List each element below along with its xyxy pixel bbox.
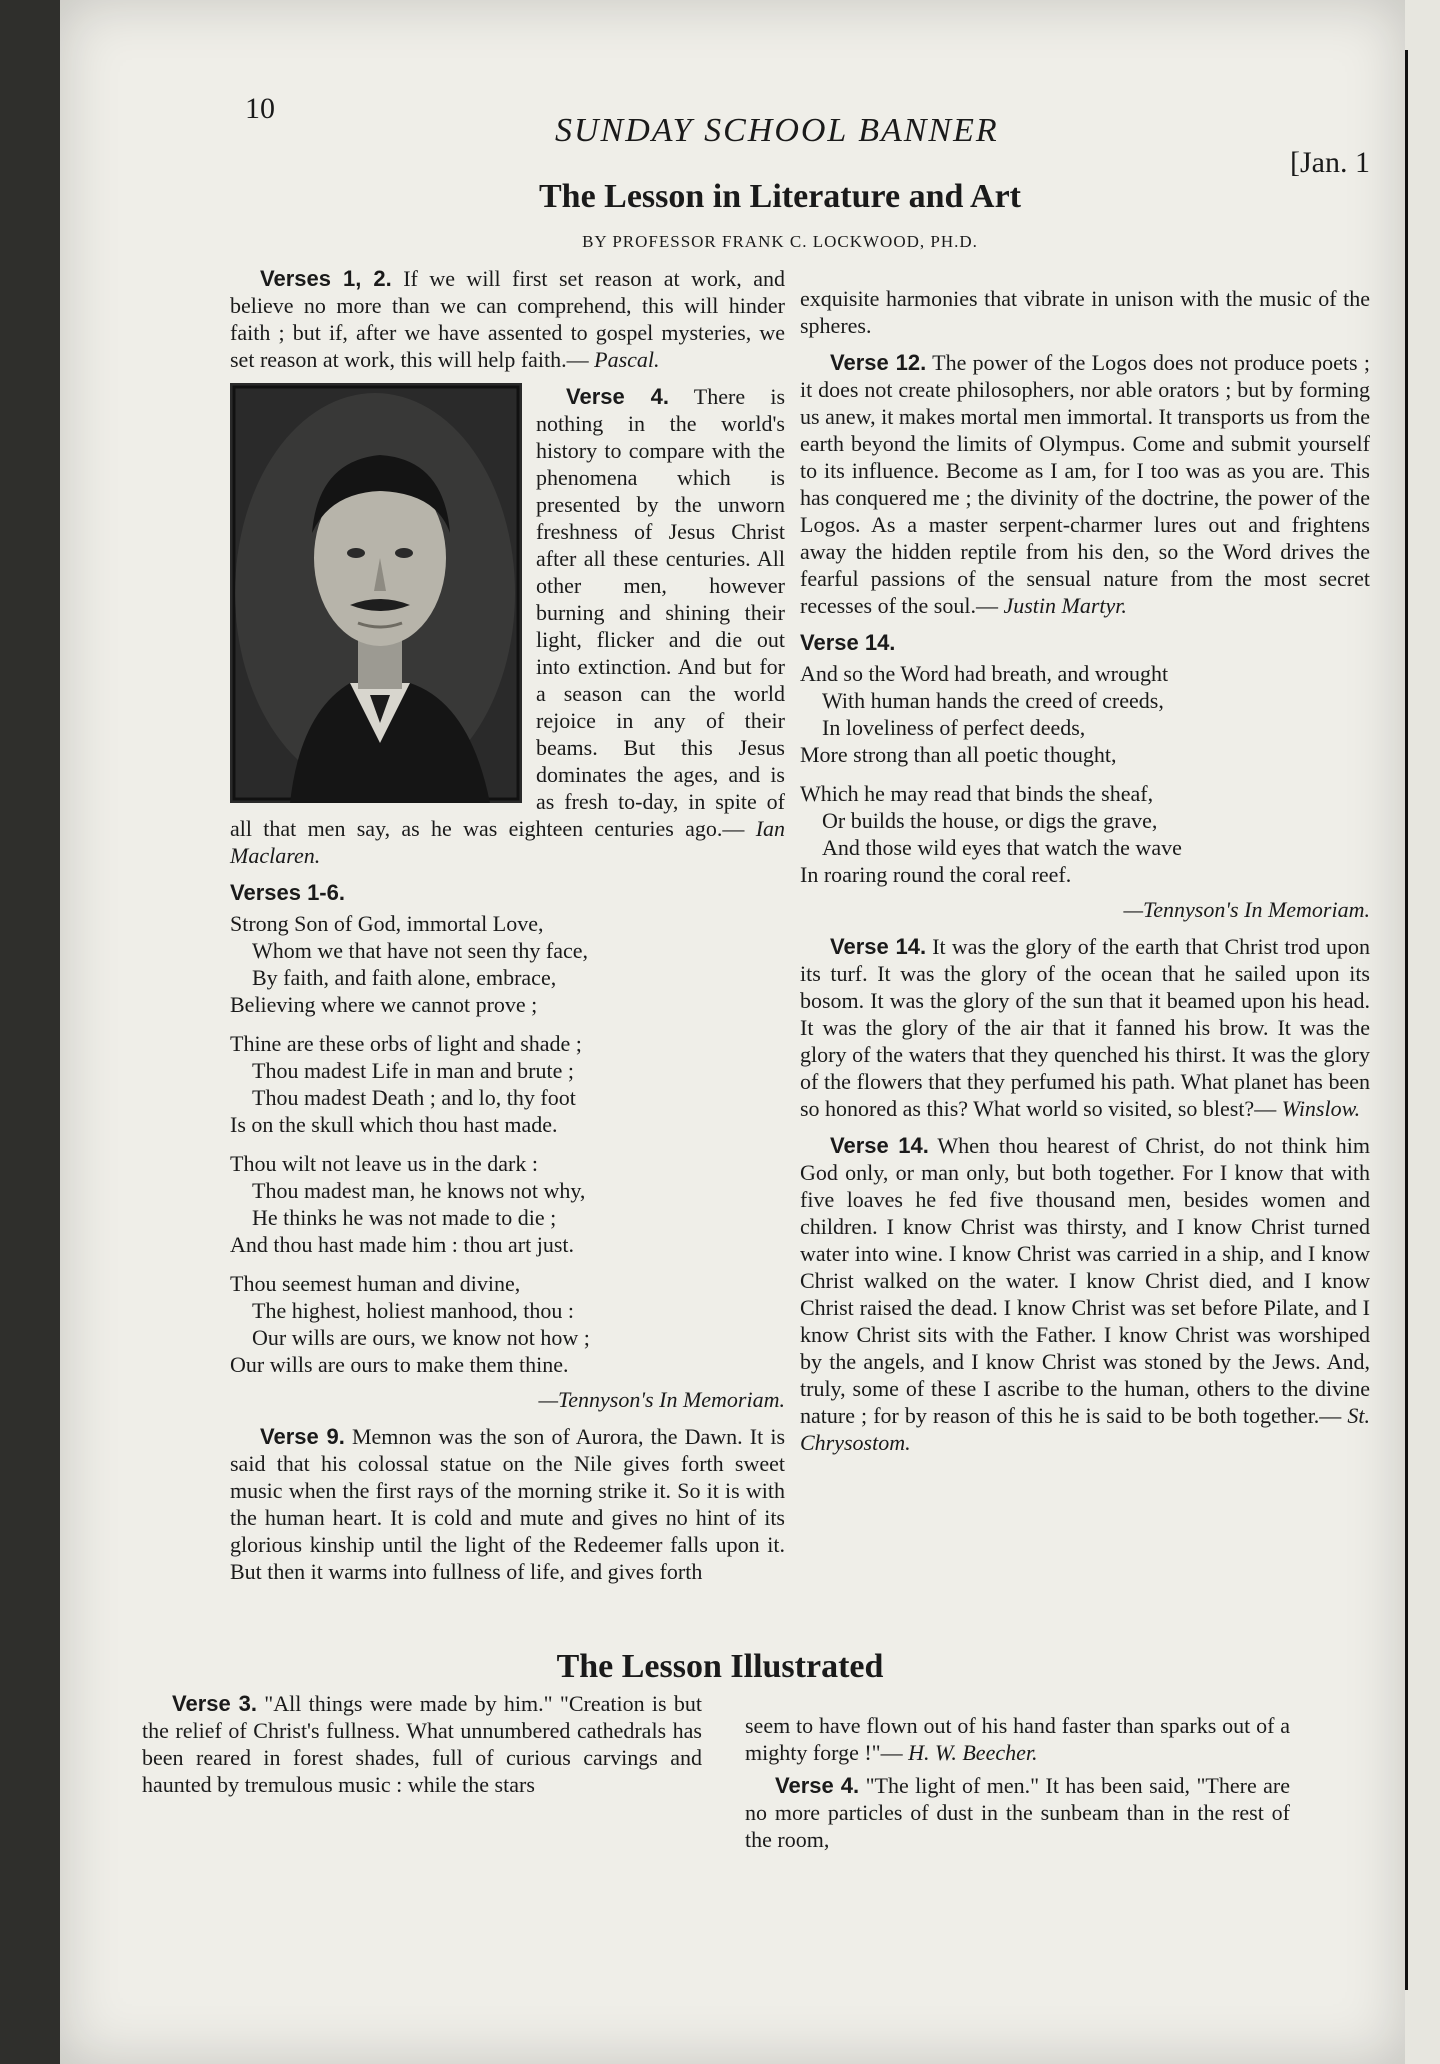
verse-3-continuation (745, 1712, 1290, 1766)
verse-14a-paragraph (800, 933, 1370, 1122)
stanza (230, 1270, 785, 1378)
poem-line: In loveliness of perfect deeds, (822, 715, 1086, 740)
poem-citation: —Tennyson's In Memoriam. (1123, 897, 1370, 922)
poem-in-memoriam-1 (230, 910, 785, 1378)
stanza (230, 1150, 785, 1258)
poem-line: Is on the skull which thou hast made. (230, 1112, 558, 1137)
verse-3-paragraph (142, 1690, 702, 1798)
poem-line: Thou madest Life in man and brute ; (252, 1058, 574, 1083)
literature-right-column (800, 285, 1370, 1466)
poem-line: More strong than all poetic thought, (800, 742, 1117, 767)
poem-line: The highest, holiest manhood, thou : (252, 1298, 575, 1323)
running-title: SUNDAY SCHOOL BANNER (555, 112, 999, 149)
verse-4-illustrated-paragraph (745, 1772, 1290, 1853)
poem-line: With human hands the creed of creeds, (822, 688, 1164, 713)
poem-line: Believing where we cannot prove ; (230, 992, 538, 1017)
verse-lead: Verse 12. (830, 350, 927, 375)
poem-line: Strong Son of God, immortal Love, (230, 911, 544, 936)
verse-text: If we will first set reason at work, and believe no more than we can comprehend, this will hinder faith ; but if, after we have assented to gospel mysteries, we set reason at work, this will help faith.— (230, 266, 785, 372)
verses-1-2-paragraph (230, 265, 785, 373)
poem-line: Which he may read that binds the sheaf, (800, 781, 1154, 806)
verse-lead: Verse 14. (830, 934, 927, 959)
poem-line: And so the Word had breath, and wrought (800, 661, 1169, 686)
page-number: 10 (245, 92, 275, 125)
verse-12-paragraph (800, 349, 1370, 619)
poem-line: Thine are these orbs of light and shade ; (230, 1031, 582, 1056)
literature-heading: The Lesson in Literature and Art (538, 178, 1021, 215)
poem-citation: —Tennyson's In Memoriam. (538, 1387, 785, 1412)
portrait-figure (230, 383, 522, 803)
poem-line: By faith, and faith alone, embrace, (252, 965, 557, 990)
poem-line: Thou madest man, he knows not why, (252, 1178, 586, 1203)
verse-14-label: Verse 14. (800, 630, 896, 655)
verse-9-continuation: exquisite harmonies that vibrate in unison with the music of the spheres. (800, 286, 1370, 338)
poem-line: He thinks he was not made to die ; (252, 1205, 557, 1230)
poem-line: Thou wilt not leave us in the dark : (230, 1151, 538, 1176)
verse-lead: Verse 4. (775, 1773, 860, 1798)
verse-lead: Verse 3. (172, 1691, 257, 1716)
page-gutter-line (1405, 50, 1408, 1990)
stanza (800, 780, 1370, 888)
citation: Justin Martyr. (1003, 593, 1127, 618)
citation: Ian Maclaren. (230, 816, 786, 868)
verse-lead: Verses 1, 2. (260, 266, 392, 291)
poem-line: And thou hast made him : thou art just. (230, 1232, 575, 1257)
stanza (800, 660, 1370, 768)
portrait-photo-icon (230, 383, 522, 803)
poem-line: Thou madest Death ; and lo, thy foot (252, 1085, 576, 1110)
poem-line: Thou seemest human and divine, (230, 1271, 521, 1296)
verse-14b-paragraph (800, 1132, 1370, 1456)
verse-text: There is nothing in the world's history to compare with the phenomena which is presented by the unworn freshness of Jesus Christ after all these centuries. All other men, however burning and shining their light, flicker and die out into extinction. And but for a season can the world rejoice in any of their beams. But this Jesus dominates the ages, and is as fresh to-day, in spite of all that men say, as he was eighteen centuries ago.— (230, 384, 786, 841)
verse-text: "The light of men." It has been said, "There are no more particles of dust in the sunbeam than in the rest of the room, (745, 1773, 1291, 1852)
verse-lead: Verse 9. (260, 1424, 345, 1449)
stanza (230, 1030, 785, 1138)
byline: BY PROFESSOR FRANK C. LOCKWOOD, PH.D. (582, 232, 978, 251)
illustrated-left-column (142, 1690, 702, 1808)
poem-line: Whom we that have not seen thy face, (252, 938, 588, 963)
verse-lead: Verse 4. (566, 384, 669, 409)
poem-line: In roaring round the coral reef. (800, 862, 1072, 887)
citation: St. Chrysostom. (800, 1403, 1370, 1455)
stanza (230, 910, 785, 1018)
citation: Pascal. (594, 347, 660, 372)
poem-line: Our wills are ours to make them thine. (230, 1352, 569, 1377)
verse-text: seem to have flown out of his hand faster than sparks out of a mighty forge !"— (745, 1713, 1290, 1765)
adjacent-page-edge (1405, 0, 1440, 2064)
literature-left-column (230, 265, 785, 1595)
verses-1-6-label: Verses 1-6. (230, 880, 345, 905)
illustrated-right-column (745, 1712, 1290, 1863)
verse-text: The power of the Logos does not produce poets ; it does not create philosophers, nor able orators ; but by forming us anew, it makes mortal men immortal. It transports us from the earth beyond the limits of Olympus. Come and submit yourself to its influence. Become as I am, for I too was as you are. This has conquered me ; the divinity of the doctrine, the power of the Logos. As a master serpent-charmer lures out and frightens away the hidden reptile from his den, so the Word drives the fearful passions of the sensual nature from the most secret recesses of the soul.— (800, 350, 1370, 618)
verse-text: When thou hearest of Christ, do not think him God only, or man only, but both together. For I know that with five loaves he fed five thousand men, besides women and children. I know Christ was thirsty, and I know Christ turned water into wine. I know Christ was carried in a ship, and I know Christ walked on the water. I know Christ died, and I know Christ raised the dead. I know Christ was set before Pilate, and I know Christ sits with the Father. I know Christ was worshiped by the angels, and I know Christ was stoned by the Jews. And, truly, some of these I ascribe to the human, others to the divine nature ; for by reason of this he is said to be both together.— (800, 1133, 1370, 1428)
verse-9-paragraph (230, 1423, 785, 1585)
verse-text: It was the glory of the earth that Christ trod upon its turf. It was the glory of the ocean that he sailed upon its bosom. It was the glory of the sun that it beamed upon his head. It was the glory of the air that it fanned his brow. It was the glory of the waters that they quenched his thirst. It was the glory of the flowers that they perfumed his path. What planet has been so honored as this? What world so visited, so blest?— (800, 934, 1371, 1121)
poem-line: Or builds the house, or digs the grave, (822, 808, 1158, 833)
verse-text: "All things were made by him." "Creation is but the relief of Christ's fullness. What unnumbered cathedrals has been reared in forest shades, full of curious carvings and haunted by tremulous music : while the stars (142, 1691, 702, 1797)
verse-lead: Verse 14. (830, 1133, 929, 1158)
poem-line: Our wills are ours, we know not how ; (252, 1325, 590, 1350)
citation: H. W. Beecher. (908, 1740, 1038, 1765)
issue-date: [Jan. 1 (1290, 146, 1370, 179)
illustrated-heading: The Lesson Illustrated (556, 1648, 884, 1685)
poem-in-memoriam-2 (800, 660, 1370, 888)
poem-line: And those wild eyes that watch the wave (822, 835, 1182, 860)
verse-text: Memnon was the son of Aurora, the Dawn. It is said that his colossal statue on the Nile gives forth sweet music when the first rays of the morning strike it. So it is with the human heart. It is cold and mute and gives no hint of its glorious kinship until the light of the Redeemer falls upon it. But then it warms into fullness of life, and gives forth (230, 1424, 786, 1584)
citation: Winslow. (1281, 1096, 1361, 1121)
